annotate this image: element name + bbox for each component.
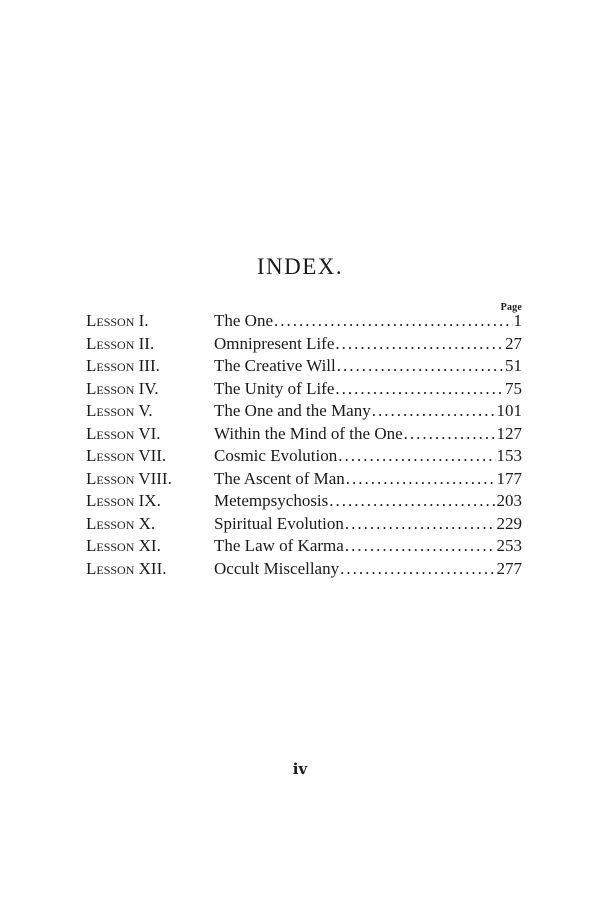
dot-leader [335,333,504,356]
toc-entry [214,513,522,536]
dot-leader [274,310,512,333]
toc-row [86,423,522,446]
toc-page-number: 127 [496,423,522,443]
toc-row [86,378,522,401]
toc-entry [214,400,522,423]
toc-page-number: 277 [496,558,522,578]
toc-page-number: 51 [505,356,522,375]
toc-entry-title: Occult Miscellany [214,558,340,578]
toc-page-number: 229 [496,513,522,533]
toc-page-number: 101 [496,401,522,420]
toc-row [86,468,522,491]
toc-lesson-label: Lesson X. [86,513,156,533]
toc-entry [214,535,522,558]
toc-page-number: 203 [496,491,522,510]
toc-page-number: 27 [505,333,522,353]
dot-leader [335,378,504,401]
toc-row [86,513,522,536]
dot-leader [338,445,495,468]
page-column-label: Page [500,302,522,313]
toc-row [86,490,522,513]
toc-lesson-label: Lesson IV. [86,378,159,398]
toc-entry-title: Omnipresent Life [214,333,335,353]
page-folio: iv [292,760,308,778]
index-title: INDEX. [256,254,344,279]
dot-leader [404,423,496,446]
toc-page-number: 253 [496,536,522,555]
toc-entry [214,445,522,468]
toc-page-number: 75 [505,378,522,398]
toc-entry-title: The Ascent of Man [214,468,345,488]
toc-page-number: 177 [496,468,522,488]
toc-page-number: 153 [496,446,522,465]
dot-leader [329,490,495,513]
dot-leader [372,400,496,423]
toc-entry [214,333,522,356]
toc-entry [214,468,522,491]
table-of-contents [86,310,522,580]
toc-entry-title: Spiritual Evolution [214,513,344,533]
toc-entry-title: The Creative Will [214,356,336,375]
toc-entry-title: The Law of Karma [214,536,344,555]
toc-lesson-label: Lesson VIII. [86,468,172,488]
toc-lesson-label: Lesson I. [86,311,149,330]
toc-entry-title: The Unity of Life [214,378,335,398]
toc-lesson-label: Lesson II. [86,333,155,353]
dot-leader [346,468,496,491]
toc-lesson-label: Lesson VI. [86,423,161,443]
toc-entry-title: The One and the Many [214,401,371,420]
toc-row [86,333,522,356]
toc-lesson-label: Lesson III. [86,356,160,375]
toc-lesson-label: Lesson V. [86,401,153,420]
toc-page-number: 1 [513,311,522,330]
toc-entry [214,378,522,401]
toc-entry-title: Within the Mind of the One [214,423,403,443]
toc-row [86,355,522,378]
toc-row [86,535,522,558]
toc-row [86,310,522,333]
dot-leader [337,355,504,378]
toc-entry [214,355,522,378]
toc-row [86,558,522,581]
toc-lesson-label: Lesson XII. [86,558,167,578]
dot-leader [345,535,496,558]
toc-entry [214,490,522,513]
toc-lesson-label: Lesson IX. [86,491,161,510]
toc-entry [214,310,522,333]
toc-entry-title: The One [214,311,274,330]
toc-entry [214,423,522,446]
toc-lesson-label: Lesson VII. [86,446,167,465]
toc-row [86,445,522,468]
toc-row [86,400,522,423]
toc-lesson-label: Lesson XI. [86,536,161,555]
toc-entry-title: Cosmic Evolution [214,446,338,465]
toc-entry [214,558,522,581]
toc-entry-title: Metempsychosis [214,491,329,510]
dot-leader [345,513,496,536]
dot-leader [340,558,495,581]
